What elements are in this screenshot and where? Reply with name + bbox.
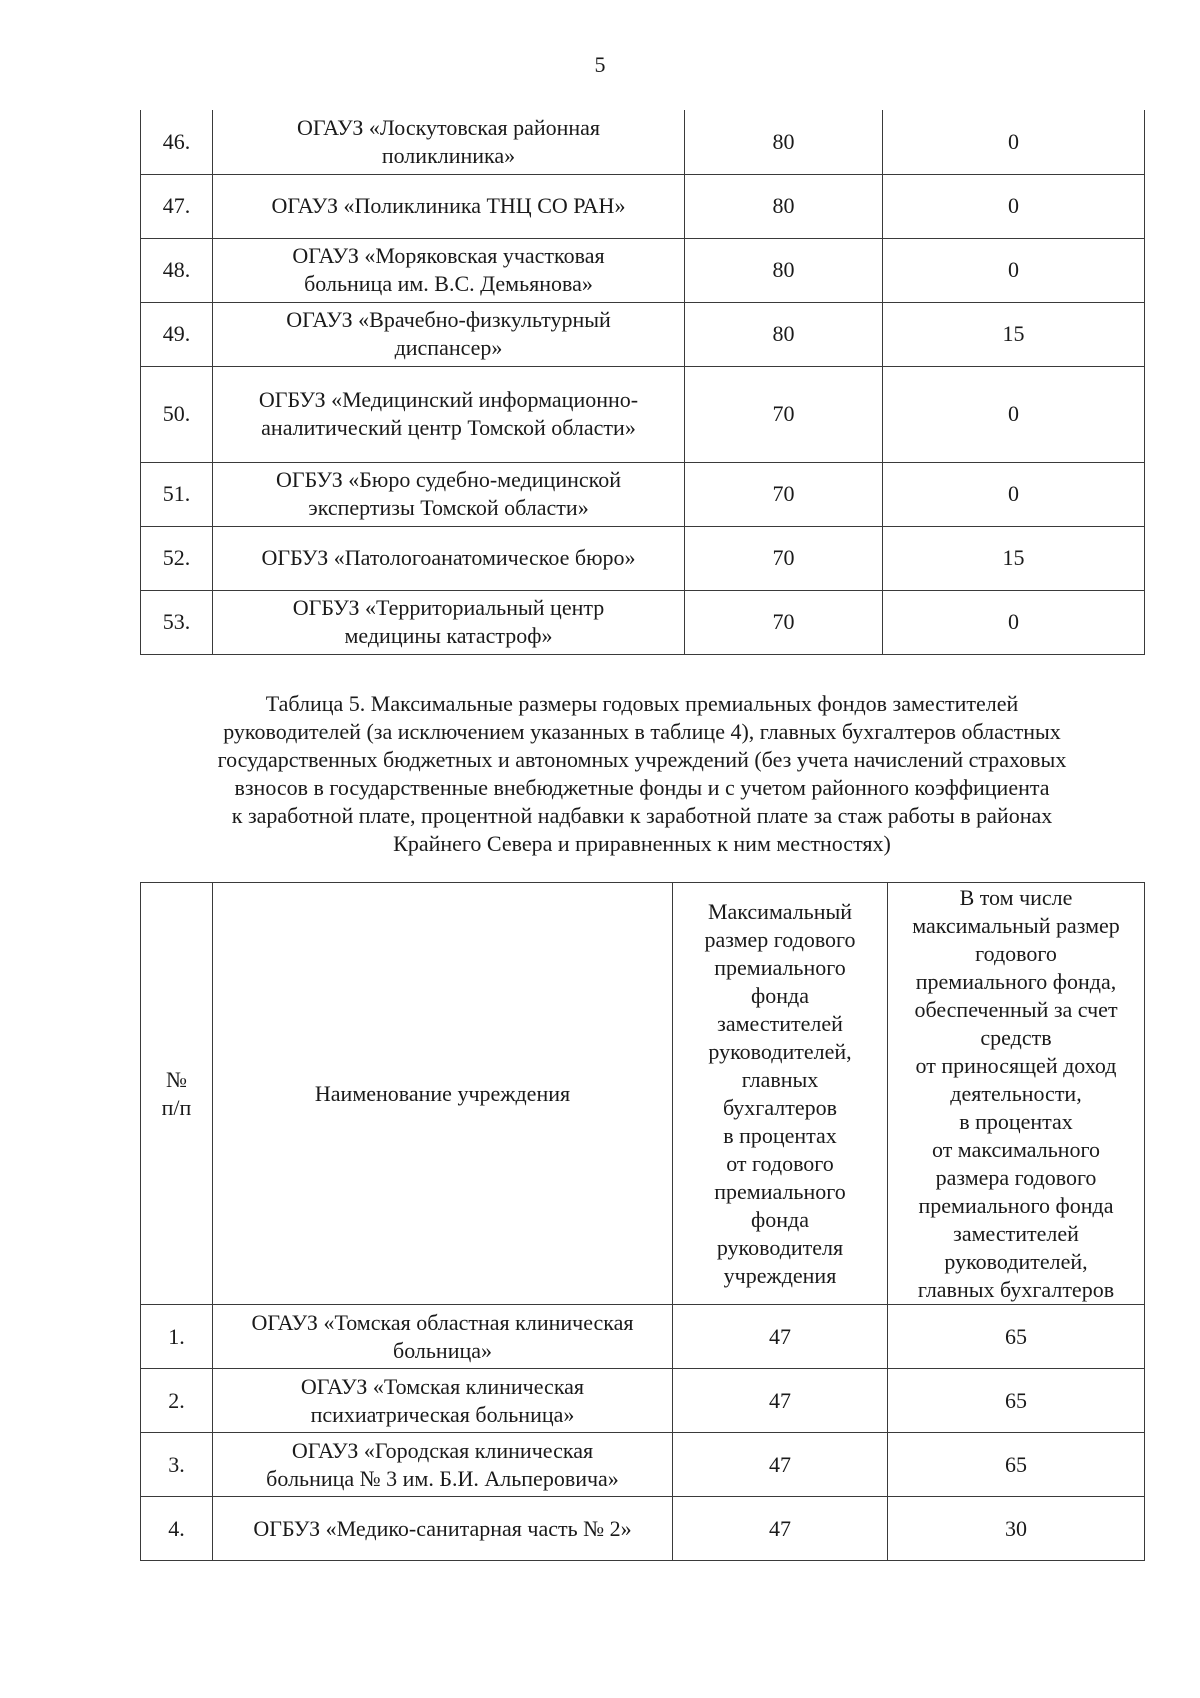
header-line: №	[166, 1066, 187, 1092]
row-number: 1.	[141, 1305, 213, 1369]
page-number: 5	[594, 52, 606, 77]
row-number: 4.	[141, 1497, 213, 1561]
name-line: ОГАУЗ «Городская клиническая	[291, 1437, 594, 1463]
table-row	[141, 526, 1145, 590]
institution-name	[213, 590, 685, 654]
name-line: ОГАУЗ «Моряковская участковая	[292, 243, 605, 268]
header-line: руководителей,	[944, 1248, 1088, 1274]
header-line: от максимального	[931, 1136, 1101, 1162]
institution-name	[213, 110, 685, 174]
income-share-value: 0	[883, 462, 1145, 526]
header-line: премиального фонда,	[915, 968, 1117, 994]
max-fund-value: 80	[685, 302, 883, 366]
row-number: 3.	[141, 1433, 213, 1497]
name-line: ОГАУЗ «Поликлиника ТНЦ СО РАН»	[271, 193, 626, 218]
income-share-value: 65	[888, 1433, 1145, 1497]
row-number: 2.	[141, 1369, 213, 1433]
header-income-share	[888, 883, 1145, 1305]
header-line: размер годового	[704, 926, 856, 952]
header-line: деятельности,	[950, 1080, 1082, 1106]
header-line: руководителей,	[708, 1038, 852, 1064]
header-line: фонда	[751, 982, 809, 1008]
caption-line: руководителей (за исключением указанных в таблице 4), главных бухгалтеров областных	[223, 719, 1061, 744]
institution-name	[213, 1305, 673, 1369]
table-5	[140, 882, 1145, 1561]
caption-line: государственных бюджетных и автономных учреждений (без учета начислений страховых	[217, 747, 1067, 772]
row-number: 53.	[141, 590, 213, 654]
max-fund-value: 80	[685, 174, 883, 238]
max-fund-value: 80	[685, 238, 883, 302]
row-number: 51.	[141, 462, 213, 526]
header-line: средств	[980, 1024, 1052, 1050]
max-fund-value: 70	[685, 366, 883, 462]
header-line: заместителей	[717, 1010, 843, 1036]
table-row	[141, 110, 1145, 174]
name-line: ОГАУЗ «Томская клиническая	[300, 1373, 585, 1399]
income-share-value: 65	[888, 1369, 1145, 1433]
name-line: больница им. В.С. Демьянова»	[304, 271, 593, 296]
table-row	[141, 1497, 1145, 1561]
header-line: п/п	[161, 1094, 192, 1120]
institution-name	[213, 1433, 673, 1497]
name-line: поликлиника»	[381, 142, 516, 168]
max-fund-value: 47	[673, 1369, 888, 1433]
table-row	[141, 238, 1145, 302]
table-row	[141, 174, 1145, 238]
row-number: 48.	[141, 238, 213, 302]
header-line: бухгалтеров	[722, 1094, 838, 1120]
table-row	[141, 1369, 1145, 1433]
institution-name	[213, 1497, 673, 1561]
header-line: размера годового	[935, 1164, 1097, 1190]
institution-name	[213, 238, 685, 302]
institution-name	[213, 462, 685, 526]
name-line: больница»	[393, 1337, 492, 1363]
header-number	[141, 883, 213, 1305]
max-fund-value: 80	[685, 110, 883, 174]
name-line: ОГБУЗ «Патологоанатомическое бюро»	[261, 545, 636, 570]
income-share-value: 0	[883, 590, 1145, 654]
name-line: аналитический центр Томской области»	[261, 415, 636, 440]
caption-line: Таблица 5. Максимальные размеры годовых премиальных фондов заместителей	[265, 691, 1019, 716]
max-fund-value: 70	[685, 462, 883, 526]
row-number: 52.	[141, 526, 213, 590]
income-share-value: 0	[883, 174, 1145, 238]
table-row	[141, 1305, 1145, 1369]
row-number: 46.	[141, 110, 213, 174]
institution-name	[213, 1369, 673, 1433]
header-line: премиального фонда	[918, 1192, 1114, 1218]
name-line: ОГАУЗ «Врачебно-физкультурный	[286, 307, 611, 332]
income-share-value: 15	[883, 302, 1145, 366]
income-share-value: 65	[888, 1305, 1145, 1369]
name-line: больница № 3 им. Б.И. Альперовича»	[266, 1465, 619, 1491]
name-line: ОГБУЗ «Территориальный центр	[292, 595, 605, 620]
header-line: руководителя	[716, 1234, 844, 1260]
max-fund-value: 47	[673, 1433, 888, 1497]
name-line: экспертизы Томской области»	[308, 495, 589, 520]
caption-line: взносов в государственные внебюджетные фонды и с учетом районного коэффициента	[234, 775, 1050, 800]
caption-line: Крайнего Севера и приравненных к ним местностях)	[393, 831, 891, 856]
header-line: главных бухгалтеров	[917, 1276, 1115, 1302]
table-row	[141, 302, 1145, 366]
name-line: ОГБУЗ «Бюро судебно-медицинской	[276, 467, 621, 492]
institution-name	[213, 366, 685, 462]
table-row	[141, 366, 1145, 462]
header-line: Максимальный	[707, 898, 853, 924]
header-line: заместителей	[953, 1220, 1079, 1246]
institution-name	[213, 174, 685, 238]
max-fund-value: 70	[685, 590, 883, 654]
max-fund-value: 47	[673, 1497, 888, 1561]
header-line: Наименование учреждения	[314, 1080, 571, 1106]
table-row	[141, 462, 1145, 526]
header-max-fund	[673, 883, 888, 1305]
income-share-value: 0	[883, 366, 1145, 462]
income-share-value: 30	[888, 1497, 1145, 1561]
header-line: обеспеченный за счет	[914, 996, 1118, 1022]
income-share-value: 0	[883, 110, 1145, 174]
header-line: в процентах	[723, 1122, 837, 1148]
header-line: в процентах	[959, 1108, 1073, 1134]
table-4-continuation	[140, 110, 1145, 655]
header-line: учреждения	[723, 1262, 837, 1288]
row-number: 49.	[141, 302, 213, 366]
header-line: фонда	[751, 1206, 809, 1232]
header-line: максимальный размер	[912, 912, 1120, 938]
header-line: В том числе	[959, 884, 1073, 910]
institution-name	[213, 526, 685, 590]
table-header-row	[141, 883, 1145, 1305]
header-line: премиального	[714, 954, 846, 980]
header-line: премиального	[714, 1178, 846, 1204]
max-fund-value: 47	[673, 1305, 888, 1369]
income-share-value: 15	[883, 526, 1145, 590]
max-fund-value: 70	[685, 526, 883, 590]
header-line: от годового	[726, 1150, 834, 1176]
table-row	[141, 590, 1145, 654]
name-line: диспансер»	[394, 335, 503, 360]
income-share-value: 0	[883, 238, 1145, 302]
table-row	[141, 1433, 1145, 1497]
table-5-caption	[140, 690, 1144, 858]
institution-name	[213, 302, 685, 366]
header-line: годового	[975, 940, 1057, 966]
name-line: ОГБУЗ «Медико-санитарная часть № 2»	[253, 1515, 632, 1541]
name-line: ОГБУЗ «Медицинский информационно-	[258, 387, 639, 412]
header-line: от приносящей доход	[915, 1052, 1117, 1078]
name-line: медицины катастроф»	[344, 623, 553, 648]
header-institution	[213, 883, 673, 1305]
name-line: ОГАУЗ «Лоскутовская районная	[296, 114, 601, 140]
name-line: психиатрическая больница»	[310, 1401, 575, 1427]
row-number: 50.	[141, 366, 213, 462]
header-line: главных	[741, 1066, 819, 1092]
row-number: 47.	[141, 174, 213, 238]
name-line: ОГАУЗ «Томская областная клиническая	[251, 1309, 634, 1335]
caption-line: к заработной плате, процентной надбавки к заработной плате за стаж работы в районах	[231, 803, 1053, 828]
